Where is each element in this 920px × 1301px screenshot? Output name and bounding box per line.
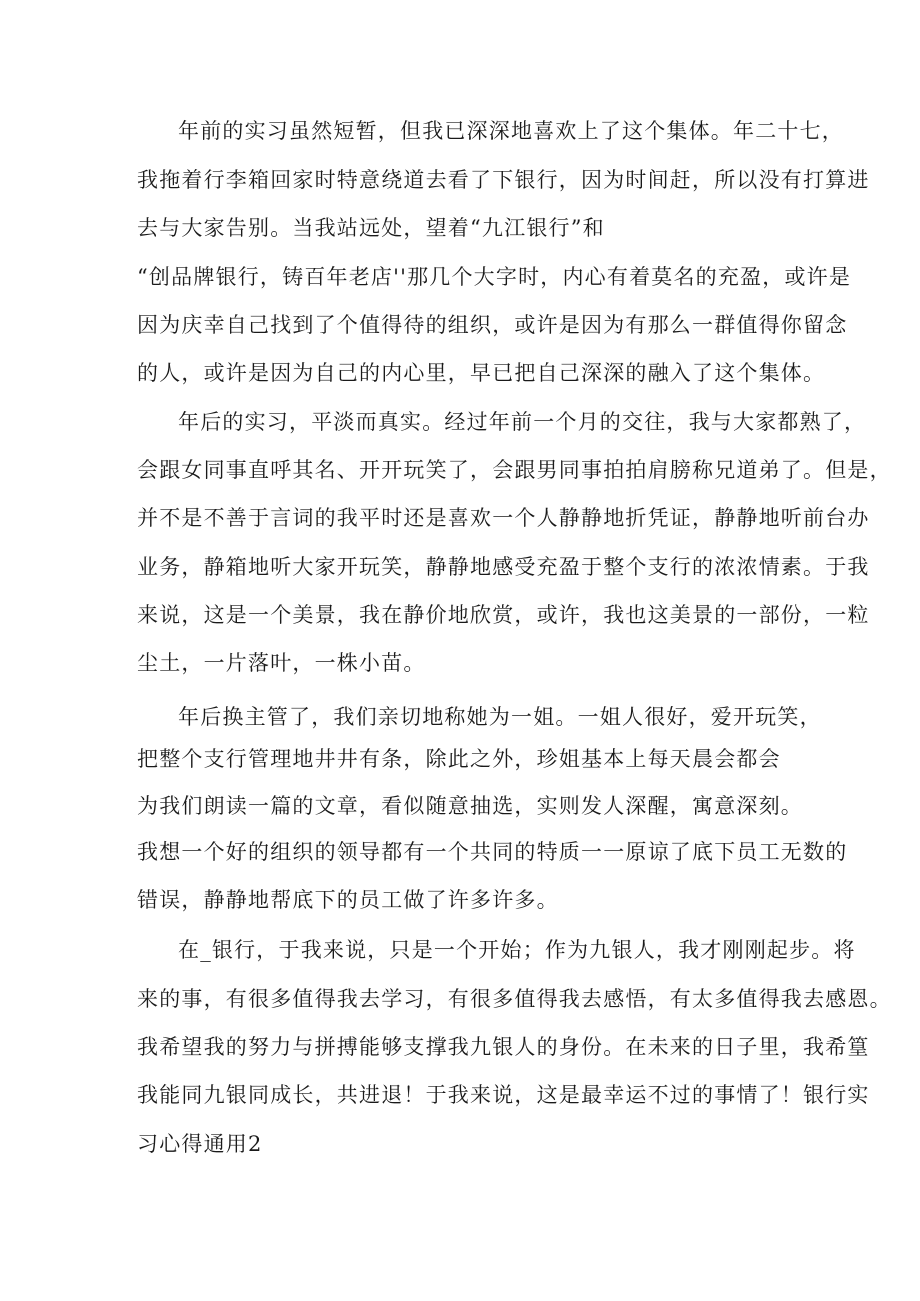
text-line: 我想一个好的组织的领导都有一个共同的特质一一原谅了底下员工无数的 [137,840,848,864]
text-line: 把整个支行管理地井井有条，除此之外，珍姐基本上每天晨会都会 [137,747,781,771]
text-line: 因为庆幸自己找到了个值得待的组织，或许是因为有那么一群值得你留念 [137,313,848,337]
text-line: “创品牌银行，铸百年老店''那几个大字时，内心有着莫名的充盈，或许是 [137,265,852,289]
text-line: 我能同九银同成长，共进退！于我来说，这是最幸运不过的事情了！银行实 [137,1083,870,1107]
text-line: 来的事，有很多值得我去学习，有很多值得我去感悟，有太多值得我去感恩。 [137,987,892,1011]
text-line: 并不是不善于言词的我平时还是喜欢一个人静静地折凭证，静静地听前台办 [137,506,870,530]
text-line: 年后换主管了，我们亲切地称她为一姐。一姐人很好，爱开玩笑， [178,705,822,729]
text-line: 去与大家告别。当我站远处，望着“九江银行”和 [137,216,605,240]
text-line: 业务，静箱地听大家开玩笑，静静地感受充盈于整个支行的浓浓情素。于我 [137,555,870,579]
text-line: 错误，静静地帮底下的员工做了许多许多。 [137,888,559,912]
text-line: 为我们朗读一篇的文章，看似随意抽选，实则发人深醒，寓意深刻。 [137,794,803,818]
text-line: 尘土，一片落叶，一株小苗。 [137,651,426,675]
text-line: 的人，或许是因为自己的内心里，早已把自己深深的融入了这个集体。 [137,361,826,385]
text-line: 年后的实习，平淡而真实。经过年前一个月的交往，我与大家都熟了， [178,410,867,434]
text-line: 我拖着行李箱回家时特意绕道去看了下银行，因为时间赶，所以没有打算进 [137,168,870,192]
text-line: 来说，这是一个美景，我在静价地欣赏，或许，我也这美景的一部份，一粒 [137,603,870,627]
text-line: 在_银行，于我来说，只是一个开始；作为九银人，我才刚刚起步。将 [178,938,856,962]
text-line: 年前的实习虽然短暂，但我已深深地喜欢上了这个集体。年二十七， [178,119,844,143]
text-line: 我希望我的努力与拼搏能够支撑我九银人的身份。在未来的日子里，我希篁 [137,1035,870,1059]
text-line: 习心得通用2 [137,1132,263,1156]
text-line: 会跟女同事直呼其名、开开玩笑了，会跟男同事拍拍肩膀称兄道弟了。但是， [137,458,892,482]
